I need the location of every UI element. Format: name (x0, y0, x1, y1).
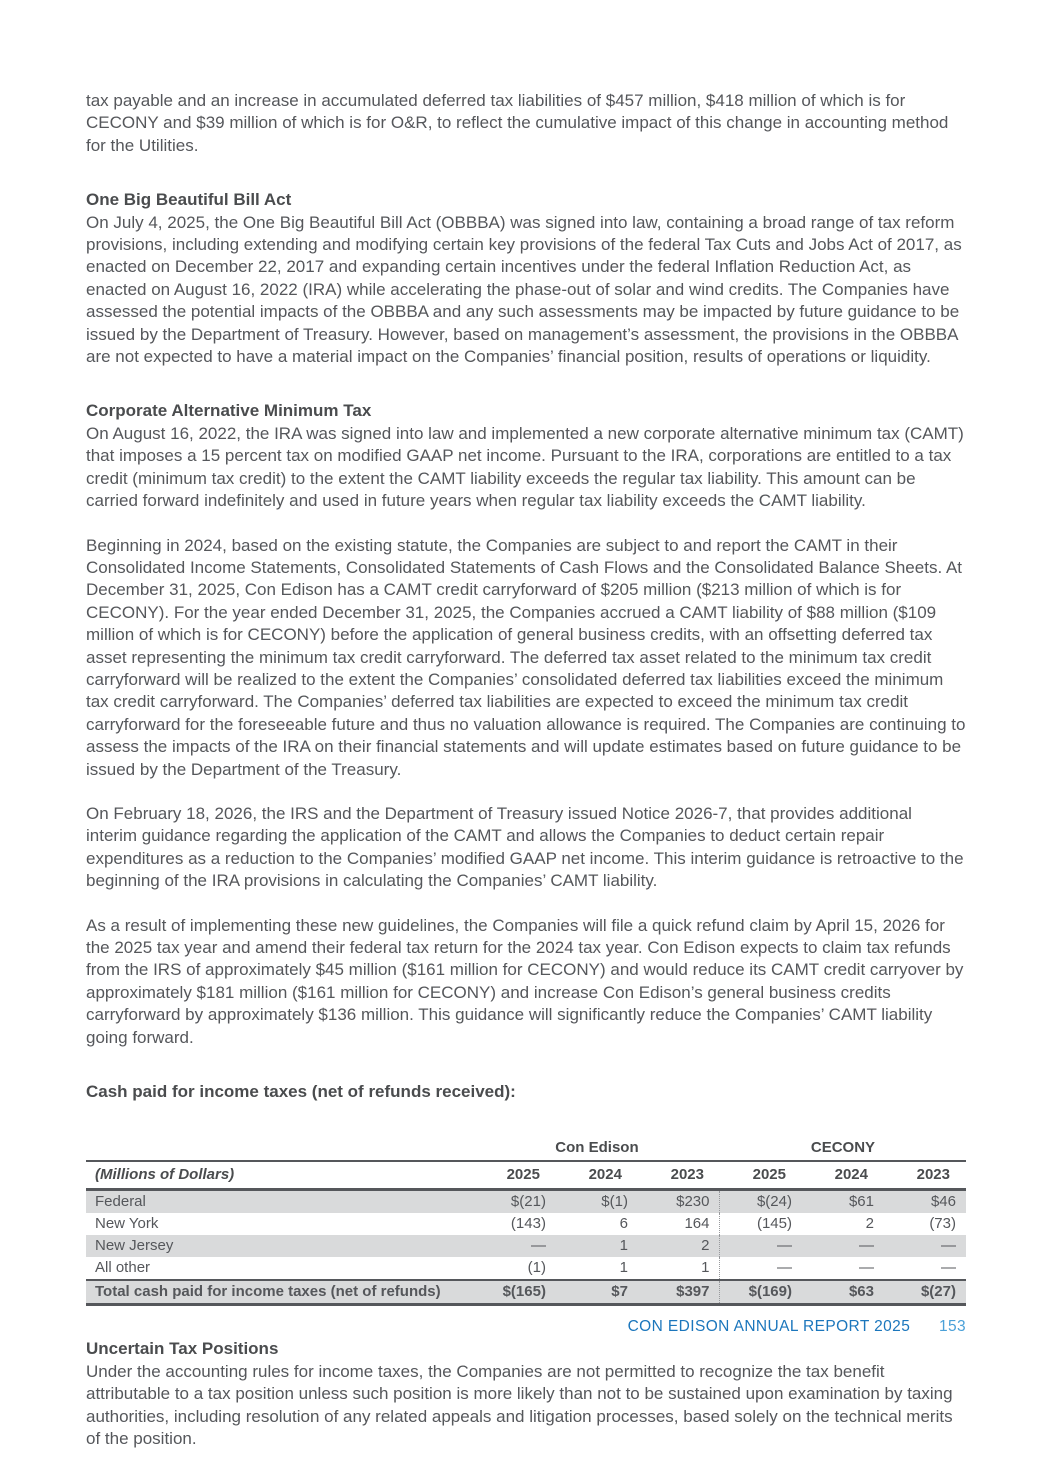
year-header: 2025 (474, 1161, 556, 1190)
table-year-header-row (86, 1161, 966, 1190)
table-cell: $397 (638, 1280, 720, 1305)
table-cell: $63 (848, 1283, 874, 1301)
table-cell: (143) (510, 1215, 546, 1233)
table-cell: — (776, 1259, 792, 1277)
section-heading-camt: Corporate Alternative Minimum Tax (86, 401, 372, 421)
table-cell: — (941, 1237, 956, 1255)
table-cell: $(165) (502, 1283, 546, 1301)
section-heading-obbba: One Big Beautiful Bill Act (86, 190, 292, 210)
table-cell: 6 (619, 1215, 628, 1233)
group-header-con-edison: Con Edison (474, 1137, 720, 1161)
row-label: All other (95, 1259, 151, 1277)
report-title: CON EDISON ANNUAL REPORT 2025 (627, 1318, 911, 1335)
section-heading-uncertain-tax-positions: Uncertain Tax Positions (86, 1339, 279, 1359)
row-label: Federal (95, 1193, 146, 1211)
page-number: 153 (938, 1318, 966, 1335)
table-cell: 164 (638, 1213, 720, 1235)
table-cell: — (941, 1259, 956, 1277)
table-row (86, 1257, 966, 1280)
row-label: New York (95, 1215, 159, 1233)
year-header: 2024 (802, 1161, 884, 1190)
table-cell: (1) (527, 1259, 546, 1277)
table-row (86, 1190, 966, 1214)
camt-paragraph-2: Beginning in 2024, based on the existing statute, the Companies are subject to and report the CAMT in their Consolidated Income Statements, Consolidated Statements of Cash Flows and the Consolidated Balance Sheets. At December 31, 2025, Con Edison has a CAMT credit carryforward of $205 million ($213 million of which is for CECONY). For the year ended December 31, 2025, the Companies accrued a CAMT liability of $88 million ($109 million of which is for CECONY) before the application of general business credits, with an offsetting deferred tax asset representing the minimum tax credit carryforward. The deferred tax asset related to the minimum tax credit carryforward will be realized to the extent the Companies’ consolidated deferred tax liabilities exceed the minimum tax credit carryforward. The Companies’ deferred tax liabilities are expected to exceed the minimum tax credit carryforward for the foreseeable future and thus no valuation allowance is required. The Companies are continuing to assess the impacts of the IRA on their financial statements and will update estimates based on future guidance to be issued by the Department of the Treasury. (86, 535, 966, 779)
table-unit-label: (Millions of Dollars) (86, 1161, 474, 1190)
table-cell: $230 (638, 1190, 720, 1214)
year-header: 2024 (556, 1161, 638, 1190)
year-header: 2023 (884, 1161, 966, 1190)
year-header: 2025 (720, 1161, 802, 1190)
table-cell: — (858, 1237, 874, 1255)
year-header: 2023 (638, 1161, 720, 1190)
table-cell: 1 (619, 1259, 628, 1277)
camt-paragraph-4: As a result of implementing these new guidelines, the Companies will file a quick refund claim by April 15, 2026 for the 2025 tax year and amend their federal tax return for the 2024 tax year. Con Edison expects to claim tax refunds from the IRS of approximately $45 million ($161 million for CECONY) and would reduce its CAMT credit carryover by approximately $181 million ($161 million for CECONY) and increase Con Edison’s general business credits carryforward by approximately $136 million. This guidance will significantly reduce the Companies’ CAMT liability going forward. (86, 915, 964, 1047)
camt-paragraph-3: On February 18, 2026, the IRS and the Department of Treasury issued Notice 2026-7, that provides additional interim guidance regarding the application of the CAMT and allows the Companies to deduct certain repair expenditures as a reduction to the Companies’ modified GAAP net income. This interim guidance is retroactive to the beginning of the IRA provisions in calculating the Companies’ CAMT liability. (86, 803, 964, 891)
table-cell: $(24) (756, 1193, 792, 1211)
cash-paid-income-taxes-table (86, 1137, 966, 1306)
group-header-spacer (86, 1137, 474, 1161)
table-cell: $(27) (920, 1283, 956, 1301)
table-cell: 1 (638, 1257, 720, 1280)
table-cell: — (530, 1237, 546, 1255)
table-row (86, 1235, 966, 1257)
row-label: Total cash paid for income taxes (net of refunds) (95, 1283, 441, 1301)
table-cell: 1 (619, 1237, 628, 1255)
row-label: New Jersey (95, 1237, 174, 1255)
group-header-cecony: CECONY (720, 1137, 966, 1161)
table-cell: (145) (756, 1215, 792, 1233)
cash-paid-table-heading: Cash paid for income taxes (net of refunds received): (86, 1082, 516, 1102)
table-cell: — (776, 1237, 792, 1255)
table-cell: 2 (638, 1235, 720, 1257)
table-cell: $7 (611, 1283, 628, 1301)
table-total-row (86, 1280, 966, 1305)
table-cell: — (858, 1259, 874, 1277)
continuation-paragraph: tax payable and an increase in accumulated deferred tax liabilities of $457 million, $418 million of which is for CECONY and $39 million of which is for O&R, to reflect the cumulative impact of this change in accounting method for the Utilities. (86, 91, 949, 155)
obbba-paragraph: On July 4, 2025, the One Big Beautiful Bill Act (OBBBA) was signed into law, containing a broad range of tax reform provisions, including extending and modifying certain key provisions of the federal Tax Cuts and Jobs Act of 2017, as enacted on December 22, 2017 and expanding certain incentives under the federal Inflation Reduction Act, as enacted on August 16, 2022 (IRA) while accelerating the phase-out of solar and wind credits. The Companies have assessed the potential impacts of the OBBBA and any such assessments may be impacted by future guidance to be issued by the Department of Treasury. However, based on management’s assessment, the provisions in the OBBBA are not expected to have a material impact on the Companies’ financial position, results of operations or liquidity. (86, 212, 962, 367)
table-cell: (73) (929, 1215, 956, 1233)
table-cell: $(169) (748, 1283, 792, 1301)
table-cell: $(1) (601, 1193, 628, 1211)
page-content (86, 90, 966, 1472)
table-cell: 2 (865, 1215, 874, 1233)
table-cell: $46 (930, 1193, 956, 1211)
table-row (86, 1213, 966, 1235)
camt-paragraph-1: On August 16, 2022, the IRA was signed into law and implemented a new corporate alternative minimum tax (CAMT) that imposes a 15 percent tax on modified GAAP net income. Pursuant to the IRA, corporations are entitled to a tax credit (minimum tax credit) to the extent the CAMT liability exceeds the regular tax liability. This amount can be carried forward indefinitely and used in future years when regular tax liability exceeds the CAMT liability. (86, 423, 964, 511)
uncertain-tax-positions-paragraph: Under the accounting rules for income taxes, the Companies are not permitted to recognize the tax benefit attributable to a tax position unless such position is more likely than not to be sustained upon examination by taxing authorities, including resolution of any related appeals and litigation processes, based solely on the technical merits of the position. (86, 1361, 953, 1449)
table-cell: $61 (848, 1193, 874, 1211)
table-cell: $(21) (510, 1193, 546, 1211)
page-footer (86, 1318, 966, 1336)
table-group-header-row (86, 1137, 966, 1161)
